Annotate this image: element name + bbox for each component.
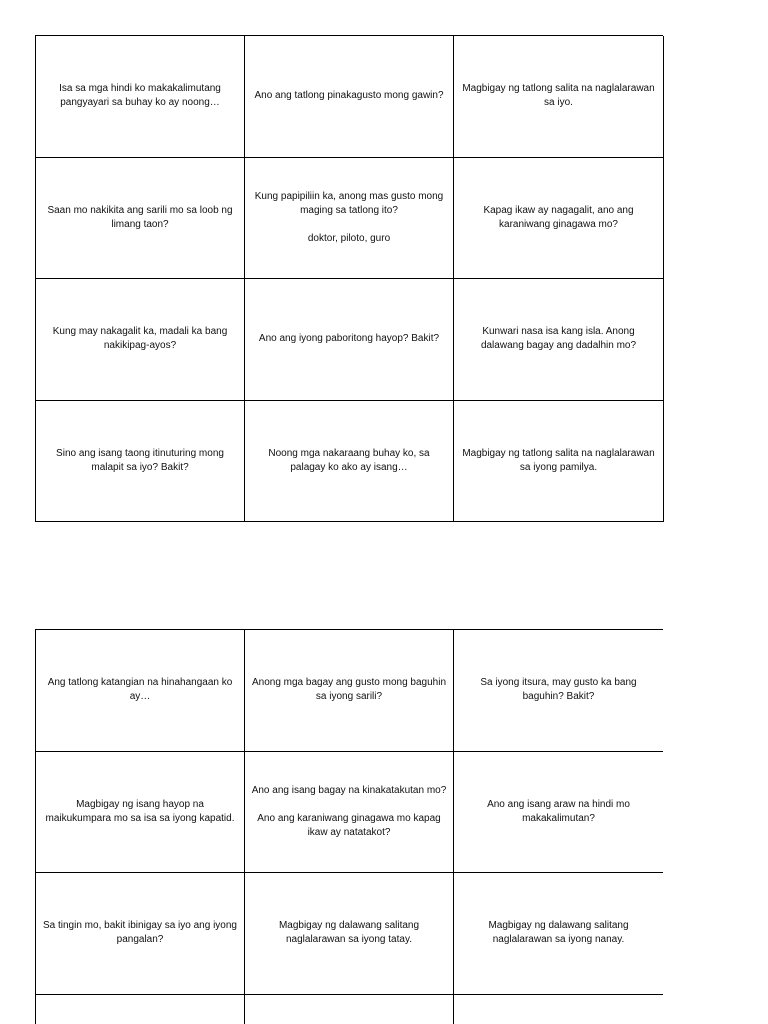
question-card-text xyxy=(42,447,238,475)
question-card-text xyxy=(251,919,447,947)
question-card-text xyxy=(251,784,447,840)
question-card-text xyxy=(460,676,657,704)
question-text: Magbigay ng tatlong salita na naglalarawan sa iyong pamilya. xyxy=(462,447,655,473)
question-card xyxy=(454,401,664,523)
question-card-text xyxy=(460,798,657,826)
question-card xyxy=(245,158,454,280)
question-card xyxy=(36,995,245,1024)
question-text: Ang tatlong katangian na hinahangaan ko ay… xyxy=(47,677,233,703)
question-text: Ano ang karaniwang ginagawa mo kapag ikaw ay natatakot? xyxy=(257,812,441,838)
question-text: Isa sa mga hindi ko makakalimutang pangyayari sa buhay ko ay noong… xyxy=(59,83,221,109)
question-card-text xyxy=(460,447,657,475)
question-card-text xyxy=(42,676,238,704)
question-card-text xyxy=(460,204,657,232)
question-card xyxy=(454,752,663,874)
question-card xyxy=(245,873,454,995)
question-text: Kung papipiliin ka, anong mas gusto mong maging sa tatlong ito? xyxy=(254,190,444,216)
question-card xyxy=(454,873,663,995)
question-text: Ano ang isang araw na hindi mo makakalimutan? xyxy=(487,798,630,824)
question-card-text xyxy=(251,447,447,475)
question-card xyxy=(36,36,245,158)
question-card xyxy=(454,995,663,1024)
question-card xyxy=(454,279,664,401)
question-card xyxy=(454,36,664,158)
question-text: doktor, piloto, guro xyxy=(307,232,391,244)
question-card-text xyxy=(42,325,238,353)
question-text: Magbigay ng isang hayop na maikukumpara mo sa isa sa iyong kapatid. xyxy=(45,798,235,824)
question-text: Kapag ikaw ay nagagalit, ano ang karaniwang ginagawa mo? xyxy=(483,204,634,230)
question-card xyxy=(36,158,245,280)
question-card-text xyxy=(251,89,447,103)
question-card xyxy=(454,630,663,752)
question-card xyxy=(36,401,245,523)
question-text: Magbigay ng dalawang salitang naglalarawan sa iyong nanay. xyxy=(488,920,629,946)
question-card-sheet-top xyxy=(35,35,663,522)
question-card-text xyxy=(251,190,447,246)
question-card xyxy=(36,279,245,401)
question-card xyxy=(36,752,245,874)
question-card xyxy=(245,995,454,1024)
question-card-text xyxy=(42,204,238,232)
question-card-text xyxy=(460,325,657,353)
question-text: Magbigay ng tatlong salita na naglalarawan sa iyo. xyxy=(462,83,655,109)
question-card-text xyxy=(251,676,447,704)
question-card-text xyxy=(42,798,238,826)
question-card xyxy=(245,401,454,523)
question-card xyxy=(36,873,245,995)
question-text: Noong mga nakaraang buhay ko, sa palagay ko ako ay isang… xyxy=(268,447,430,473)
question-card xyxy=(245,630,454,752)
question-card xyxy=(245,279,454,401)
question-card xyxy=(245,752,454,874)
question-card xyxy=(454,158,664,280)
question-text: Sa iyong itsura, may gusto ka bang baguhin? Bakit? xyxy=(480,677,637,703)
question-text: Sa tingin mo, bakit ibinigay sa iyo ang iyong pangalan? xyxy=(42,920,237,946)
question-text: Kunwari nasa isa kang isla. Anong dalawang bagay ang dadalhin mo? xyxy=(480,326,637,352)
question-text: Kung may nakagalit ka, madali ka bang nakikipag-ayos? xyxy=(52,326,228,352)
question-text: Ano ang isang bagay na kinakatakutan mo? xyxy=(251,784,447,796)
question-card-text xyxy=(251,332,447,346)
question-card-sheet-bottom xyxy=(35,629,663,1024)
question-card-text xyxy=(460,82,657,110)
question-text: Anong mga bagay ang gusto mong baguhin sa iyong sarili? xyxy=(251,677,447,703)
question-text: Sino ang isang taong itinuturing mong malapit sa iyo? Bakit? xyxy=(56,447,224,473)
question-card xyxy=(245,36,454,158)
question-text: Magbigay ng dalawang salitang naglalarawan sa iyong tatay. xyxy=(278,920,420,946)
question-card-text xyxy=(42,919,238,947)
question-card-text xyxy=(460,919,657,947)
question-card-text xyxy=(42,82,238,110)
question-card xyxy=(36,630,245,752)
question-text: Ano ang iyong paboritong hayop? Bakit? xyxy=(258,333,440,345)
question-text: Ano ang tatlong pinakagusto mong gawin? xyxy=(254,90,444,102)
question-text: Saan mo nakikita ang sarili mo sa loob ng limang taon? xyxy=(47,204,233,230)
